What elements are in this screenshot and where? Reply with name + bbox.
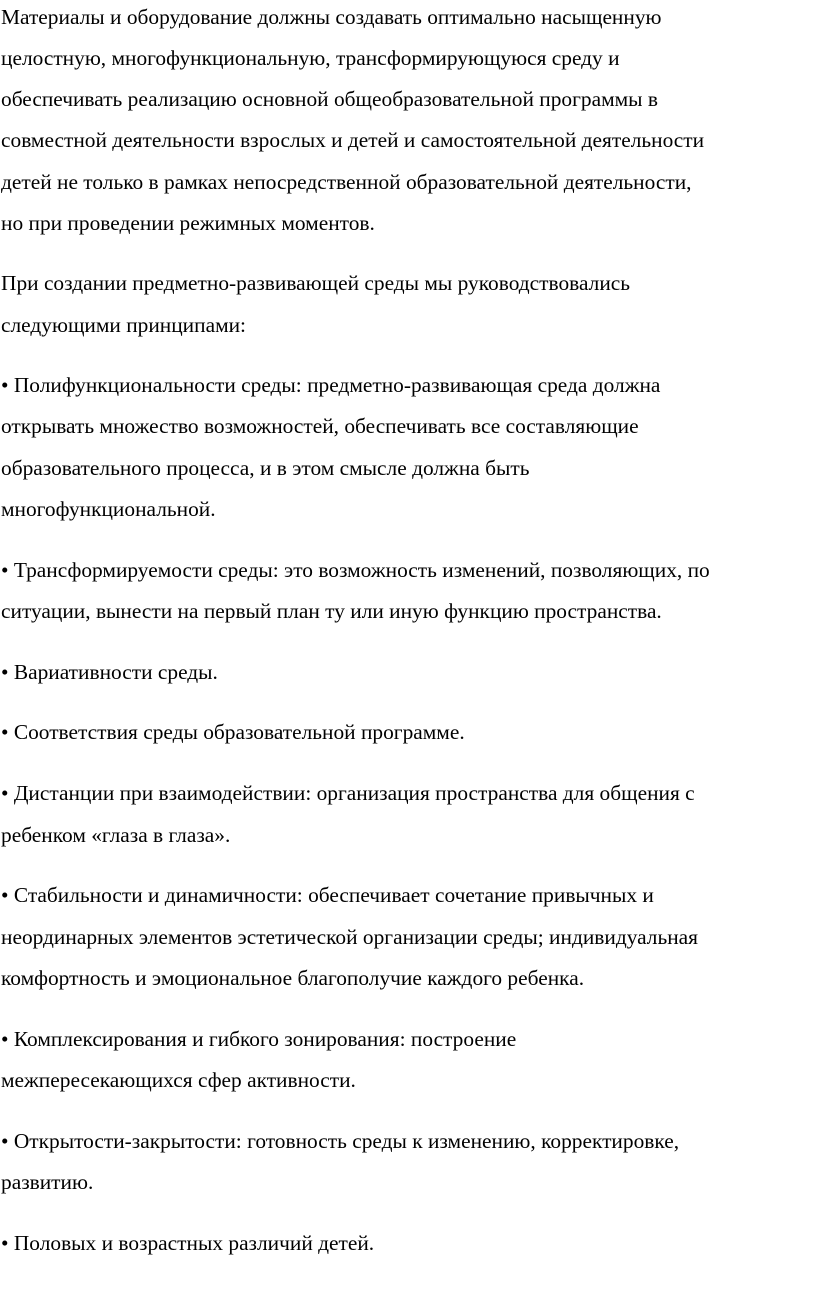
intro-paragraph-line: совместной деятельности взрослых и детей и самостоятельной деятельности [1,128,705,152]
intro-paragraph-line: целостную, многофункциональную, трансформирующуюся среду и [1,46,620,70]
bullet-item-line: • Вариативности среды. [1,660,218,684]
intro-paragraph-line: детей не только в рамках непосредственной образовательной деятельности, [1,170,692,194]
bullet-item-line: • Комплексирования и гибкого зонирования: построение [1,1027,517,1051]
bullet-item-line: • Дистанции при взаимодействии: организация пространства для общения с [1,781,695,805]
bullet-item-line: ситуации, вынести на первый план ту или иную функцию пространства. [1,599,662,623]
bullet-item-line: • Соответствия среды образовательной программе. [1,720,465,744]
bullet-item-line: развитию. [1,1170,94,1194]
bullet-item-line: ребенком «глаза в глаза». [1,823,231,847]
bullet-item-line: • Открытости-закрытости: готовность среды к изменению, корректировке, [1,1129,680,1153]
bullet-item-line: • Трансформируемости среды: это возможность изменений, позволяющих, по [1,558,710,582]
principles-intro-line: следующими принципами: [1,313,246,337]
intro-paragraph-line: но при проведении режимных моментов. [1,211,375,235]
bullet-item-line: неординарных элементов эстетической организации среды; индивидуальная [1,925,699,949]
bullet-item-line: • Стабильности и динамичности: обеспечивает сочетание привычных и [1,883,654,907]
intro-paragraph-line: Материалы и оборудование должны создавать оптимально насыщенную [1,5,662,29]
bullet-item-line: межпересекающихся сфер активности. [1,1068,356,1092]
bullet-item-line: • Половых и возрастных различий детей. [1,1231,375,1255]
bullet-item-line: образовательного процесса, и в этом смысле должна быть [1,456,530,480]
bullet-item-line: многофункциональной. [1,497,216,521]
bullet-item-line: комфортность и эмоциональное благополучие каждого ребенка. [1,966,585,990]
principles-intro-line: При создании предметно-развивающей среды мы руководствовались [1,271,631,295]
intro-paragraph-line: обеспечивать реализацию основной общеобразовательной программы в [1,87,658,111]
bullet-item-line: открывать множество возможностей, обеспечивать все составляющие [1,414,639,438]
bullet-item-line: • Полифункциональности среды: предметно-развивающая среда должна [1,373,661,397]
